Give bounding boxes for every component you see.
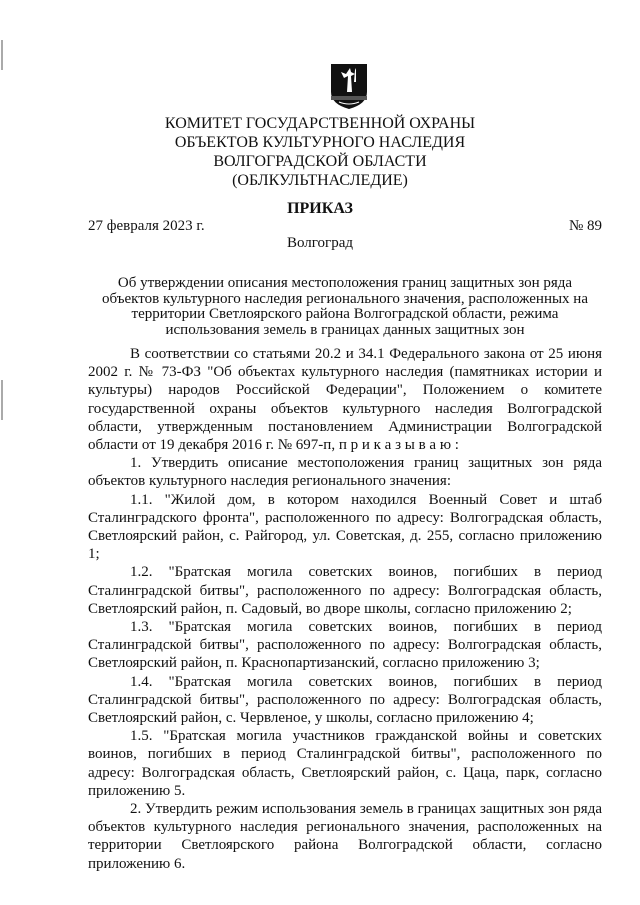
clause-1-1: 1.1. "Жилой дом, в котором находился Военный Совет и штаб Сталинградского фронта", расположенного по адресу: Волгоградская область, Светлоярский район, с. Райгород, ул. Советская, д. 255, согласно приложению 1; — [88, 491, 602, 563]
org-line-3: ВОЛГОГРАДСКОЙ ОБЛАСТИ — [213, 153, 427, 170]
organization-header — [130, 114, 510, 190]
clause-1-4: 1.4. "Братская могила советских воинов, погибших в период Сталинградской битвы", расположенного по адресу: Волгоградская область, Светлоярский район, с. Червленое, у школы, согласно приложению 4; — [88, 673, 602, 727]
document-date: 27 февраля 2023 г. — [88, 218, 205, 234]
document-type: ПРИКАЗ — [287, 200, 353, 217]
document-city: Волгоград — [286, 235, 353, 251]
preamble-text: В соответствии со статьями 20.2 и 34.1 Федерального закона от 25 июня 2002 г. № 73-ФЗ "Об объектах культурного наследия (памятниках истории и культуры) народов Российской Федерации", Положением о комитете государственной охраны объектов культурного наследия Волгоградской области, утвержденным постановлением Администрации Волгоградской области от 19 декабря 2016 г. № 697-п, — [88, 346, 602, 454]
clause-2: 2. Утвердить режим использования земель в границах защитных зон ряда объектов культурного наследия регионального значения, расположенных на территории Светлоярского района Волгоградской области, согласно приложению 6. — [88, 801, 602, 872]
org-line-1: КОМИТЕТ ГОСУДАРСТВЕННОЙ ОХРАНЫ — [164, 115, 476, 132]
document-subject: Об утверждении описания местоположения границ защитных зон ряда объектов культурного наследия регионального значения, расположенных на территории Светлоярского района Волгоградской области, режима использования земель в границах данных защитных зон — [102, 275, 588, 338]
org-line-4: (ОБЛКУЛЬТНАСЛЕДИЕ) — [232, 172, 408, 189]
clause-1: 1. Утвердить описание местоположения границ защитных зон ряда объектов культурного наследия регионального значения: — [88, 455, 602, 490]
clause-1-5: 1.5. "Братская могила участников гражданской войны и советских воинов, погибших в период Сталинградской битвы", расположенного по адресу: Волгоградская область, Светлоярский район, с. Цаца, парк, согласно приложению 5. — [88, 728, 602, 799]
document-number: № 89 — [568, 218, 602, 234]
clause-1-2: 1.2. "Братская могила советских воинов, погибших в период Сталинградской битвы", расположенного по адресу: Волгоградская область, Светлоярский район, п. Садовый, во дворе школы, согласно приложению 2; — [88, 564, 602, 617]
org-line-2: ОБЪЕКТОВ КУЛЬТУРНОГО НАСЛЕДИЯ — [174, 134, 466, 151]
coat-of-arms-icon — [329, 62, 369, 110]
decree-word: п р и к а з ы в а ю : — [338, 437, 459, 454]
scan-edge-mark — [1, 380, 3, 420]
preamble-paragraph — [88, 345, 602, 454]
document-body — [88, 345, 602, 873]
scan-edge-mark — [1, 40, 3, 70]
clause-1-3: 1.3. "Братская могила советских воинов, погибших в период Сталинградской битвы", расположенного по адресу: Волгоградская область, Светлоярский район, п. Краснопартизанский, согласно приложению 3; — [88, 619, 602, 672]
